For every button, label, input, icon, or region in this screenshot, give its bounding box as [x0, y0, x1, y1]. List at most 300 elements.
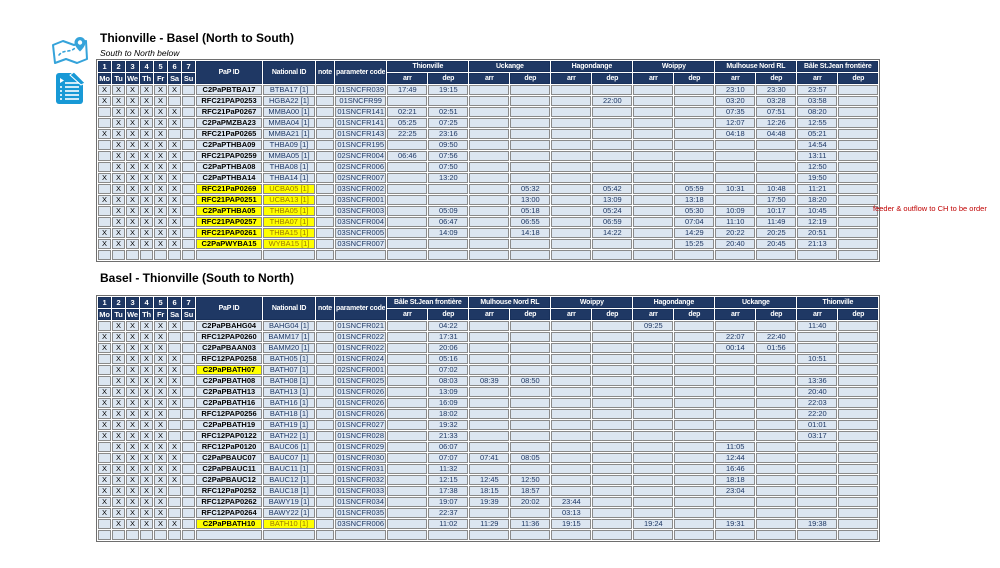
arrival-time-cell[interactable] [715, 376, 755, 386]
pap-id-cell[interactable]: C2PaPBAAN03 [196, 343, 262, 353]
note-cell[interactable] [316, 398, 334, 408]
departure-time-cell[interactable]: 05:09 [428, 206, 468, 216]
arrival-time-cell[interactable] [469, 96, 509, 106]
arrival-time-cell[interactable] [469, 409, 509, 419]
day-cell[interactable] [182, 129, 195, 139]
day-cell[interactable]: X [126, 332, 139, 342]
departure-time-cell[interactable]: 23:30 [756, 85, 796, 95]
day-cell[interactable]: X [126, 151, 139, 161]
departure-time-cell[interactable]: 22:37 [428, 508, 468, 518]
arrival-time-cell[interactable] [633, 453, 673, 463]
day-cell[interactable]: X [140, 96, 153, 106]
arrival-time-cell[interactable] [551, 250, 591, 260]
arrival-time-cell[interactable] [797, 486, 837, 496]
departure-time-cell[interactable] [592, 151, 632, 161]
arrival-time-cell[interactable]: 22:07 [715, 332, 755, 342]
departure-time-cell[interactable]: 06:07 [428, 442, 468, 452]
departure-time-cell[interactable]: 04:48 [756, 129, 796, 139]
departure-time-cell[interactable] [756, 420, 796, 430]
departure-time-cell[interactable] [838, 173, 878, 183]
arrival-time-cell[interactable] [387, 387, 427, 397]
arrival-time-cell[interactable]: 08:20 [797, 107, 837, 117]
departure-time-cell[interactable] [756, 398, 796, 408]
pap-id-cell[interactable]: C2PaPWYBA15 [196, 239, 262, 249]
national-id-cell[interactable]: BAUC12 [1] [263, 475, 315, 485]
arrival-time-cell[interactable] [551, 420, 591, 430]
departure-time-cell[interactable] [674, 475, 714, 485]
day-cell[interactable]: X [140, 85, 153, 95]
arrival-time-cell[interactable] [387, 508, 427, 518]
departure-time-cell[interactable] [838, 228, 878, 238]
day-cell[interactable]: X [112, 184, 125, 194]
departure-time-cell[interactable] [592, 107, 632, 117]
arrival-time-cell[interactable] [469, 85, 509, 95]
pap-id-cell[interactable] [196, 530, 262, 540]
day-cell[interactable]: X [154, 228, 167, 238]
departure-time-cell[interactable]: 06:59 [592, 217, 632, 227]
arrival-time-cell[interactable]: 10:31 [715, 184, 755, 194]
note-cell[interactable] [316, 239, 334, 249]
day-cell[interactable] [168, 332, 181, 342]
arrival-time-cell[interactable] [551, 217, 591, 227]
departure-time-cell[interactable] [592, 464, 632, 474]
day-cell[interactable]: X [112, 376, 125, 386]
day-cell[interactable]: X [126, 431, 139, 441]
arrival-time-cell[interactable] [797, 475, 837, 485]
departure-time-cell[interactable] [674, 332, 714, 342]
note-cell[interactable] [316, 250, 334, 260]
arrival-time-cell[interactable] [387, 228, 427, 238]
day-cell[interactable]: X [140, 162, 153, 172]
day-cell[interactable]: X [98, 173, 111, 183]
day-cell[interactable]: X [98, 387, 111, 397]
pap-id-cell[interactable]: C2PaPBATH16 [196, 398, 262, 408]
arrival-time-cell[interactable] [387, 453, 427, 463]
arrival-time-cell[interactable] [551, 431, 591, 441]
day-cell[interactable] [112, 530, 125, 540]
arrival-time-cell[interactable] [551, 321, 591, 331]
day-cell[interactable] [182, 354, 195, 364]
day-cell[interactable]: X [154, 486, 167, 496]
day-cell[interactable]: X [126, 365, 139, 375]
departure-time-cell[interactable] [674, 321, 714, 331]
day-cell[interactable] [98, 140, 111, 150]
day-cell[interactable]: X [154, 431, 167, 441]
departure-time-cell[interactable] [674, 151, 714, 161]
day-cell[interactable] [182, 239, 195, 249]
day-cell[interactable] [182, 420, 195, 430]
departure-time-cell[interactable]: 12:26 [756, 118, 796, 128]
departure-time-cell[interactable] [674, 162, 714, 172]
national-id-cell[interactable]: BAUC18 [1] [263, 486, 315, 496]
arrival-time-cell[interactable] [633, 173, 673, 183]
arrival-time-cell[interactable] [551, 409, 591, 419]
day-cell[interactable]: X [126, 343, 139, 353]
day-cell[interactable]: X [140, 118, 153, 128]
day-cell[interactable]: X [126, 107, 139, 117]
departure-time-cell[interactable]: 20:25 [756, 228, 796, 238]
departure-time-cell[interactable] [838, 239, 878, 249]
arrival-time-cell[interactable] [469, 321, 509, 331]
departure-time-cell[interactable] [838, 475, 878, 485]
national-id-cell[interactable]: BAUC06 [1] [263, 442, 315, 452]
day-cell[interactable]: X [140, 365, 153, 375]
departure-time-cell[interactable] [510, 442, 550, 452]
national-id-cell[interactable]: THBA09 [1] [263, 140, 315, 150]
arrival-time-cell[interactable]: 20:22 [715, 228, 755, 238]
departure-time-cell[interactable] [674, 464, 714, 474]
arrival-time-cell[interactable] [469, 508, 509, 518]
arrival-time-cell[interactable] [387, 184, 427, 194]
day-cell[interactable] [168, 431, 181, 441]
arrival-time-cell[interactable] [469, 250, 509, 260]
day-cell[interactable]: X [140, 151, 153, 161]
arrival-time-cell[interactable] [469, 129, 509, 139]
departure-time-cell[interactable]: 13:09 [592, 195, 632, 205]
departure-time-cell[interactable] [838, 250, 878, 260]
departure-time-cell[interactable]: 12:50 [510, 475, 550, 485]
day-cell[interactable]: X [154, 508, 167, 518]
day-cell[interactable] [182, 409, 195, 419]
arrival-time-cell[interactable] [633, 486, 673, 496]
day-cell[interactable]: X [168, 354, 181, 364]
departure-time-cell[interactable] [674, 96, 714, 106]
arrival-time-cell[interactable] [715, 365, 755, 375]
departure-time-cell[interactable] [674, 173, 714, 183]
pap-id-cell[interactable]: RFC12PaP0120 [196, 442, 262, 452]
departure-time-cell[interactable] [674, 453, 714, 463]
arrival-time-cell[interactable] [715, 321, 755, 331]
departure-time-cell[interactable]: 19:32 [428, 420, 468, 430]
departure-time-cell[interactable]: 06:55 [510, 217, 550, 227]
arrival-time-cell[interactable] [469, 140, 509, 150]
parameter-code-cell[interactable]: 03SNCFR007 [335, 239, 386, 249]
departure-time-cell[interactable] [674, 519, 714, 529]
day-cell[interactable]: X [126, 508, 139, 518]
day-cell[interactable]: X [126, 453, 139, 463]
day-cell[interactable] [182, 96, 195, 106]
parameter-code-cell[interactable]: 01SNCFR034 [335, 497, 386, 507]
day-cell[interactable]: X [126, 409, 139, 419]
day-cell[interactable] [182, 140, 195, 150]
day-cell[interactable]: X [112, 486, 125, 496]
departure-time-cell[interactable] [838, 184, 878, 194]
departure-time-cell[interactable] [756, 321, 796, 331]
departure-time-cell[interactable] [838, 129, 878, 139]
day-cell[interactable]: X [98, 431, 111, 441]
departure-time-cell[interactable] [592, 343, 632, 353]
departure-time-cell[interactable] [674, 508, 714, 518]
arrival-time-cell[interactable] [469, 184, 509, 194]
arrival-time-cell[interactable] [387, 398, 427, 408]
day-cell[interactable]: X [126, 228, 139, 238]
arrival-time-cell[interactable] [551, 206, 591, 216]
arrival-time-cell[interactable] [469, 530, 509, 540]
day-cell[interactable]: X [112, 354, 125, 364]
arrival-time-cell[interactable] [715, 387, 755, 397]
arrival-time-cell[interactable] [551, 376, 591, 386]
arrival-time-cell[interactable]: 03:13 [551, 508, 591, 518]
arrival-time-cell[interactable] [633, 508, 673, 518]
day-cell[interactable]: X [126, 140, 139, 150]
day-cell[interactable]: X [154, 497, 167, 507]
day-cell[interactable]: X [126, 217, 139, 227]
arrival-time-cell[interactable] [797, 464, 837, 474]
arrival-time-cell[interactable] [387, 332, 427, 342]
note-cell[interactable] [316, 217, 334, 227]
note-cell[interactable] [316, 332, 334, 342]
arrival-time-cell[interactable]: 06:46 [387, 151, 427, 161]
day-cell[interactable] [98, 453, 111, 463]
departure-time-cell[interactable] [838, 140, 878, 150]
arrival-time-cell[interactable]: 03:20 [715, 96, 755, 106]
departure-time-cell[interactable] [592, 354, 632, 364]
day-cell[interactable]: X [126, 85, 139, 95]
day-cell[interactable] [168, 420, 181, 430]
departure-time-cell[interactable] [838, 387, 878, 397]
arrival-time-cell[interactable]: 19:24 [633, 519, 673, 529]
day-cell[interactable]: X [112, 508, 125, 518]
day-cell[interactable]: X [140, 464, 153, 474]
day-cell[interactable]: X [154, 365, 167, 375]
departure-time-cell[interactable] [592, 497, 632, 507]
pap-id-cell[interactable]: RFC12PAP0262 [196, 497, 262, 507]
arrival-time-cell[interactable]: 22:25 [387, 129, 427, 139]
national-id-cell[interactable]: THBA05 [1] [263, 206, 315, 216]
departure-time-cell[interactable] [510, 151, 550, 161]
national-id-cell[interactable]: BAUC07 [1] [263, 453, 315, 463]
note-cell[interactable] [316, 464, 334, 474]
arrival-time-cell[interactable] [469, 398, 509, 408]
arrival-time-cell[interactable] [551, 140, 591, 150]
day-cell[interactable] [98, 206, 111, 216]
departure-time-cell[interactable] [428, 96, 468, 106]
national-id-cell[interactable]: BATH07 [1] [263, 365, 315, 375]
departure-time-cell[interactable] [674, 118, 714, 128]
arrival-time-cell[interactable] [715, 250, 755, 260]
arrival-time-cell[interactable] [469, 162, 509, 172]
departure-time-cell[interactable] [674, 354, 714, 364]
arrival-time-cell[interactable] [387, 365, 427, 375]
day-cell[interactable]: X [168, 398, 181, 408]
day-cell[interactable]: X [168, 387, 181, 397]
departure-time-cell[interactable]: 03:28 [756, 96, 796, 106]
day-cell[interactable]: X [168, 140, 181, 150]
parameter-code-cell[interactable]: 01SNCFR026 [335, 387, 386, 397]
day-cell[interactable]: X [154, 387, 167, 397]
national-id-cell[interactable]: THBA14 [1] [263, 173, 315, 183]
day-cell[interactable]: X [98, 398, 111, 408]
arrival-time-cell[interactable] [633, 442, 673, 452]
arrival-time-cell[interactable] [469, 332, 509, 342]
day-cell[interactable]: X [168, 464, 181, 474]
arrival-time-cell[interactable] [387, 217, 427, 227]
day-cell[interactable] [168, 250, 181, 260]
day-cell[interactable] [98, 354, 111, 364]
day-cell[interactable]: X [154, 140, 167, 150]
arrival-time-cell[interactable] [633, 140, 673, 150]
arrival-time-cell[interactable]: 18:18 [715, 475, 755, 485]
day-cell[interactable] [98, 376, 111, 386]
day-cell[interactable] [182, 398, 195, 408]
arrival-time-cell[interactable]: 07:41 [469, 453, 509, 463]
day-cell[interactable]: X [154, 475, 167, 485]
day-cell[interactable]: X [154, 162, 167, 172]
departure-time-cell[interactable] [756, 162, 796, 172]
departure-time-cell[interactable] [592, 508, 632, 518]
arrival-time-cell[interactable] [551, 107, 591, 117]
day-cell[interactable] [140, 250, 153, 260]
arrival-time-cell[interactable]: 07:35 [715, 107, 755, 117]
day-cell[interactable]: X [126, 173, 139, 183]
departure-time-cell[interactable] [756, 530, 796, 540]
departure-time-cell[interactable] [428, 195, 468, 205]
national-id-cell[interactable]: THBA07 [1] [263, 217, 315, 227]
note-cell[interactable] [316, 184, 334, 194]
departure-time-cell[interactable] [674, 107, 714, 117]
departure-time-cell[interactable] [592, 365, 632, 375]
departure-time-cell[interactable] [428, 250, 468, 260]
departure-time-cell[interactable] [756, 409, 796, 419]
departure-time-cell[interactable] [838, 453, 878, 463]
departure-time-cell[interactable]: 07:50 [428, 162, 468, 172]
day-cell[interactable] [182, 343, 195, 353]
day-cell[interactable] [182, 184, 195, 194]
departure-time-cell[interactable] [838, 420, 878, 430]
departure-time-cell[interactable] [510, 530, 550, 540]
day-cell[interactable]: X [140, 107, 153, 117]
day-cell[interactable] [168, 530, 181, 540]
arrival-time-cell[interactable] [715, 140, 755, 150]
arrival-time-cell[interactable] [633, 464, 673, 474]
departure-time-cell[interactable]: 17:50 [756, 195, 796, 205]
day-cell[interactable]: X [98, 239, 111, 249]
parameter-code-cell[interactable]: 02SNCFR006 [335, 162, 386, 172]
day-cell[interactable]: X [126, 239, 139, 249]
departure-time-cell[interactable] [838, 464, 878, 474]
departure-time-cell[interactable] [838, 217, 878, 227]
day-cell[interactable]: X [112, 409, 125, 419]
departure-time-cell[interactable]: 12:15 [428, 475, 468, 485]
note-cell[interactable] [316, 129, 334, 139]
day-cell[interactable]: X [168, 151, 181, 161]
day-cell[interactable] [182, 228, 195, 238]
departure-time-cell[interactable] [756, 442, 796, 452]
arrival-time-cell[interactable] [387, 162, 427, 172]
day-cell[interactable]: X [140, 217, 153, 227]
departure-time-cell[interactable] [838, 431, 878, 441]
departure-time-cell[interactable] [510, 398, 550, 408]
arrival-time-cell[interactable] [797, 442, 837, 452]
day-cell[interactable] [182, 173, 195, 183]
day-cell[interactable] [98, 530, 111, 540]
departure-time-cell[interactable] [592, 475, 632, 485]
day-cell[interactable]: X [98, 228, 111, 238]
parameter-code-cell[interactable]: 03SNCFR005 [335, 228, 386, 238]
day-cell[interactable]: X [154, 354, 167, 364]
arrival-time-cell[interactable]: 19:50 [797, 173, 837, 183]
day-cell[interactable]: X [140, 431, 153, 441]
day-cell[interactable]: X [140, 332, 153, 342]
arrival-time-cell[interactable]: 22:03 [797, 398, 837, 408]
departure-time-cell[interactable]: 13:18 [674, 195, 714, 205]
arrival-time-cell[interactable]: 12:07 [715, 118, 755, 128]
day-cell[interactable] [168, 129, 181, 139]
arrival-time-cell[interactable] [551, 118, 591, 128]
departure-time-cell[interactable] [838, 508, 878, 518]
departure-time-cell[interactable]: 11:32 [428, 464, 468, 474]
arrival-time-cell[interactable] [551, 195, 591, 205]
arrival-time-cell[interactable] [469, 442, 509, 452]
arrival-time-cell[interactable]: 01:01 [797, 420, 837, 430]
pap-id-cell[interactable]: C2PaPBATH10 [196, 519, 262, 529]
arrival-time-cell[interactable]: 21:13 [797, 239, 837, 249]
departure-time-cell[interactable]: 14:22 [592, 228, 632, 238]
day-cell[interactable]: X [98, 129, 111, 139]
day-cell[interactable]: X [168, 217, 181, 227]
arrival-time-cell[interactable] [633, 530, 673, 540]
parameter-code-cell[interactable]: 01SNCFR022 [335, 343, 386, 353]
arrival-time-cell[interactable] [633, 228, 673, 238]
arrival-time-cell[interactable]: 03:58 [797, 96, 837, 106]
arrival-time-cell[interactable] [633, 107, 673, 117]
arrival-time-cell[interactable] [633, 398, 673, 408]
arrival-time-cell[interactable] [387, 173, 427, 183]
note-cell[interactable] [316, 173, 334, 183]
arrival-time-cell[interactable]: 20:40 [797, 387, 837, 397]
departure-time-cell[interactable] [510, 420, 550, 430]
departure-time-cell[interactable] [510, 464, 550, 474]
arrival-time-cell[interactable] [387, 409, 427, 419]
departure-time-cell[interactable]: 07:02 [428, 365, 468, 375]
parameter-code-cell[interactable]: 01SNCFR033 [335, 486, 386, 496]
departure-time-cell[interactable] [838, 332, 878, 342]
arrival-time-cell[interactable]: 12:45 [469, 475, 509, 485]
day-cell[interactable]: X [112, 228, 125, 238]
departure-time-cell[interactable] [592, 321, 632, 331]
day-cell[interactable]: X [126, 497, 139, 507]
arrival-time-cell[interactable] [633, 497, 673, 507]
arrival-time-cell[interactable] [387, 431, 427, 441]
pap-id-cell[interactable]: RFC21PaP0265 [196, 129, 262, 139]
departure-time-cell[interactable] [592, 332, 632, 342]
departure-time-cell[interactable] [592, 387, 632, 397]
day-cell[interactable]: X [168, 162, 181, 172]
arrival-time-cell[interactable]: 17:49 [387, 85, 427, 95]
day-cell[interactable] [182, 332, 195, 342]
arrival-time-cell[interactable] [633, 332, 673, 342]
day-cell[interactable] [182, 321, 195, 331]
arrival-time-cell[interactable]: 05:25 [387, 118, 427, 128]
day-cell[interactable]: X [112, 453, 125, 463]
pap-id-cell[interactable]: RFC21PAP0251 [196, 195, 262, 205]
departure-time-cell[interactable]: 10:48 [756, 184, 796, 194]
day-cell[interactable] [140, 530, 153, 540]
arrival-time-cell[interactable]: 12:50 [797, 162, 837, 172]
day-cell[interactable] [154, 250, 167, 260]
note-cell[interactable] [316, 497, 334, 507]
note-cell[interactable] [316, 85, 334, 95]
arrival-time-cell[interactable] [551, 475, 591, 485]
arrival-time-cell[interactable] [797, 453, 837, 463]
arrival-time-cell[interactable] [797, 332, 837, 342]
arrival-time-cell[interactable] [633, 250, 673, 260]
arrival-time-cell[interactable]: 03:17 [797, 431, 837, 441]
day-cell[interactable]: X [168, 519, 181, 529]
arrival-time-cell[interactable] [633, 365, 673, 375]
day-cell[interactable]: X [98, 420, 111, 430]
day-cell[interactable]: X [154, 184, 167, 194]
